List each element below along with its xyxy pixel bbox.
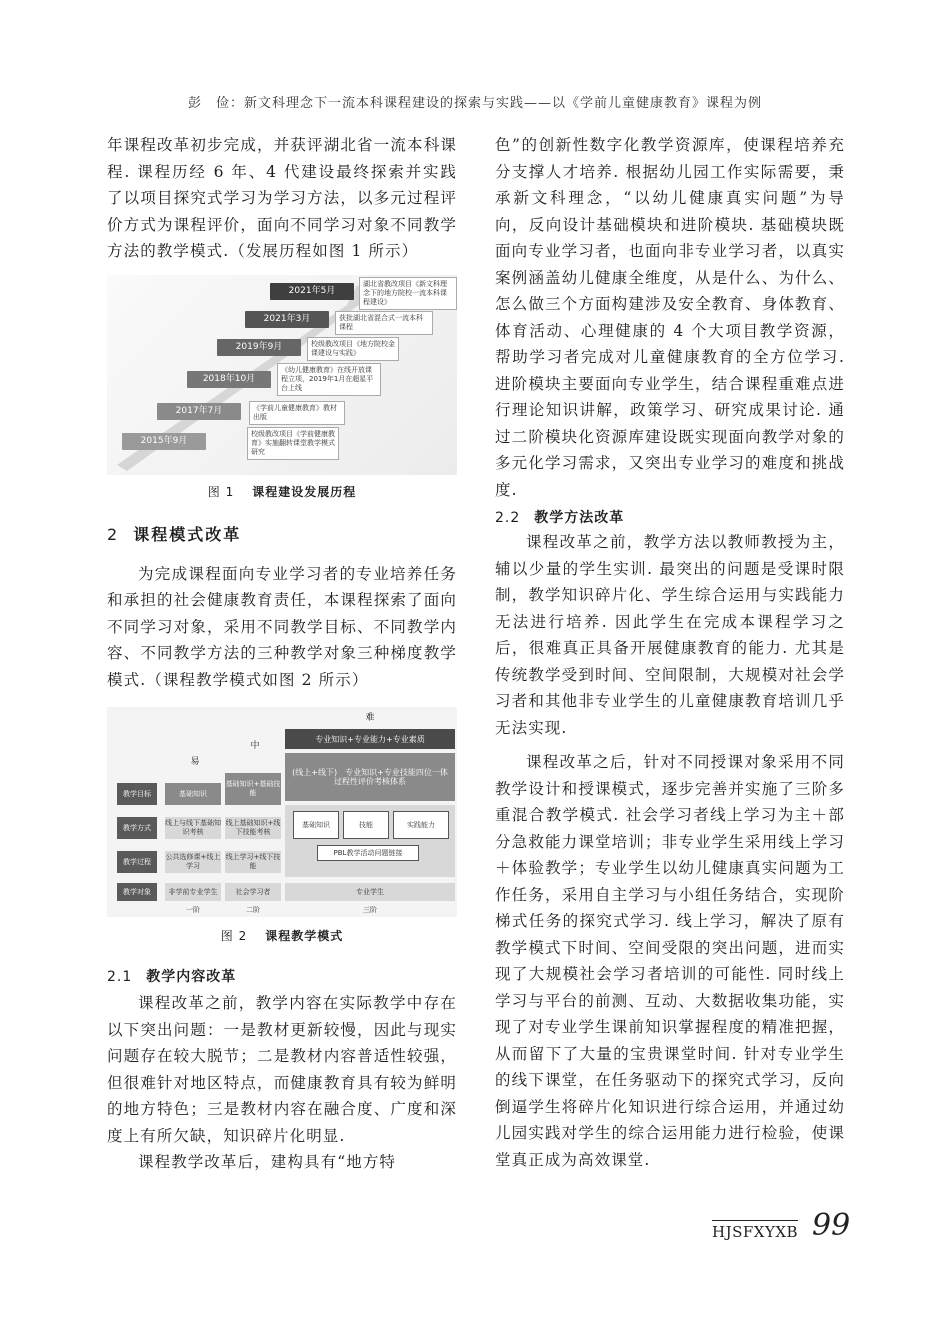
figure-1-title: 课程建设发展历程 [252,484,357,499]
level-medium-heading: 中 [250,740,260,751]
easy-method-cell: 线上与线下基础知识考核 [165,817,221,839]
section-2-title: 课程模式改革 [133,524,242,544]
right-column [495,132,845,1173]
medium-method-cell: 线上基础知识+线下技能考核 [225,817,281,839]
section-2-2-heading [495,507,845,527]
level-easy-heading: 易 [190,756,200,767]
timeline-desc-2018-10: 《幼儿健康教育》在线开放课程立项，2019年1月在超星平台上线 [277,363,381,396]
timeline-step-2018-10: 2018年10月 [187,371,271,388]
section-2-heading [107,522,457,545]
timeline-step-2019-09: 2019年9月 [217,339,301,356]
row-label-target: 教学对象 [117,883,157,901]
timeline-step-2017-07: 2017年7月 [157,403,241,420]
section-2-1-number: 2.1 [107,969,133,985]
row-label-process: 教学过程 [117,851,157,873]
left-column [107,132,457,1176]
pbl-link-box: PBL教学活动问题链接 [317,845,419,861]
row-label-goal: 教学目标 [117,783,157,805]
hard-target-cell: 专业学生 [285,883,455,901]
row-label-method: 教学方式 [117,817,157,839]
medium-goal-cell: 基础知识+基础技能 [225,773,281,805]
figure-2-caption [107,927,457,944]
timeline-desc-2015-09: 校级教改项目《学前健康教育》实施翻转课堂教学模式研究 [247,427,339,460]
right-paragraph-2: 课程改革之前，教学方法以教师教授为主，辅以少量的学生实训. 最突出的问题是受课时限制，教学知识碎片化、学生综合运用与实践能力无法进行培养. 因此学生在完成本课程学习之后，很难真正具备开展健康教育的能力. 尤其是传统教学受到时间、空间限制，大规模对社会学习者和其他非专业学生的儿童健康教育培训几乎无法实现. [495,533,845,737]
page-number: 99 [812,1208,851,1243]
right-paragraph-1: 色”的创新性数字化教学资源库，使课程培养充分支撑人才培养. 根据幼儿园工作实际需要，秉承新文科理念，“以幼儿健康真实问题”为导向，反向设计基础模块和进阶模块. 基础模块既面向专业学习者，也面向非专业学习者，以真实案例涵盖幼儿健康全维度，从是什么、为什么、怎么做三个方面构建涉及安全教育、身体教育、体育活动、心理健康的 4 个大项目教学资源，帮助学习者完成对儿童健康教育的全方位学习. 进阶模块主要面向专业学生，结合课程重难点进行理论知识讲解，政策学习、研究成果讨论. 通过二阶模块化资源库建设既实现面向教学对象的多元化学习需求，又突出专业学习的难度和挑战度. [495,136,845,499]
left-paragraph-3: 课程改革之前，教学内容在实际教学中存在以下突出问题：一是教材更新较慢，因此与现实问题存在较大脱节；二是教材内容普适性较强，但很难针对地区特点，而健康教育具有较为鲜明的地方特色；三是教材内容在融合度、广度和深度上有所欠缺，知识碎片化明显. [107,994,457,1145]
timeline-step-2015-09: 2015年9月 [122,433,206,450]
hard-inner-box-practice: 实践能力 [393,811,449,839]
hard-inner-box-skill: 技能 [343,811,389,839]
section-2-1-title: 教学内容改革 [146,969,237,985]
left-paragraph-4: 课程教学改革后，建构具有“地方特 [138,1153,397,1171]
easy-goal-cell: 基础知识 [165,783,221,805]
level-label-1: 一阶 [186,905,200,914]
easy-target-cell: 非学前专业学生 [165,883,221,901]
level-hard-heading: 难 [365,712,375,723]
running-header: 彭 俭：新文科理念下一流本科课程建设的探索与实践——以《学前儿童健康教育》课程为例 [187,96,762,111]
level-label-2: 二阶 [246,905,260,914]
figure-2-teaching-model [107,707,457,917]
timeline-desc-2021-03: 获批湖北省混合式一流本科课程 [335,311,433,335]
level-label-3: 三阶 [363,905,377,914]
timeline-desc-2019-09: 校级教改项目《地方院校金课建设与实践》 [307,337,399,361]
timeline-desc-2017-07: 《学前儿童健康教育》教材出版 [249,401,345,425]
figure-1-number: 图 1 [207,484,235,499]
figure-2-title: 课程教学模式 [265,929,344,943]
left-paragraph-2: 为完成课程面向专业学习者的专业培养任务和承担的社会健康教育责任，本课程探索了面向不同学习对象，采用不同教学目标、不同教学内容、不同教学方法的三种教学对象三种梯度教学模式.（课程教学模式如图 2 所示） [107,564,457,689]
hard-assessment-band: (线上+线下) 专业知识+专业技能四位一体过程性评价考核体系 [285,753,455,801]
hard-inner-box-knowledge: 基础知识 [293,811,339,839]
medium-target-cell: 社会学习者 [225,883,281,901]
figure-1-timeline [107,275,457,475]
left-paragraph-1: 年课程改革初步完成，并获评湖北省一流本科课程. 课程历经 6 年、4 代建设最终探索并实践了以项目探究式学习为学习方法，以多元过程评价方式为课程评价，面向不同学习对象不同教学方法的教学模式.（发展历程如图 1 所示） [107,136,457,260]
section-2-2-number: 2.2 [495,510,521,526]
journal-code: HJSFXYXB [712,1220,798,1241]
timeline-step-2021-03: 2021年3月 [245,311,329,328]
timeline-desc-2021-05: 湖北省教改项目《新文科理念下的地方院校一流本科课程建设》 [359,277,457,310]
section-2-2-title: 教学方法改革 [534,510,625,526]
timeline-step-2021-05: 2021年5月 [270,283,354,300]
figure-1-caption [107,483,457,500]
right-paragraph-3: 课程改革之后，针对不同授课对象采用不同教学设计和授课模式，逐步完善并实施了三阶多重混合教学模式. 社会学习者线上学习为主＋部分急救能力课堂培训；非专业学生采用线上学习＋体验教学；专业学生以幼儿健康真实问题为工作任务，采用自主学习与小组任务结合，实现阶梯式任务的探究式学习. 线上学习，解决了原有教学模式下时间、空间受限的突出问题，进而实现了大规模社会学习者培训的可能性. 同时线上学习与平台的前测、互动、大数据收集功能，实现了对专业学生课前知识掌握程度的精准把握，从而留下了大量的宝贵课堂时间. 针对专业学生的线下课堂，在任务驱动下的探究式学习，反向倒逼学生将碎片化知识进行综合运用，并通过幼儿园实践对学生的综合运用能力进行检验，使课堂真正成为高效课堂. [495,753,845,1169]
figure-2-number: 图 2 [220,929,248,943]
hard-top-band: 专业知识+专业能力+专业素质 [285,729,455,749]
section-2-number: 2 [107,524,120,544]
medium-process-cell: 线上学习+线下技能 [225,851,281,873]
section-2-1-heading [107,966,457,986]
easy-process-cell: 公共选修课+线上学习 [165,851,221,873]
